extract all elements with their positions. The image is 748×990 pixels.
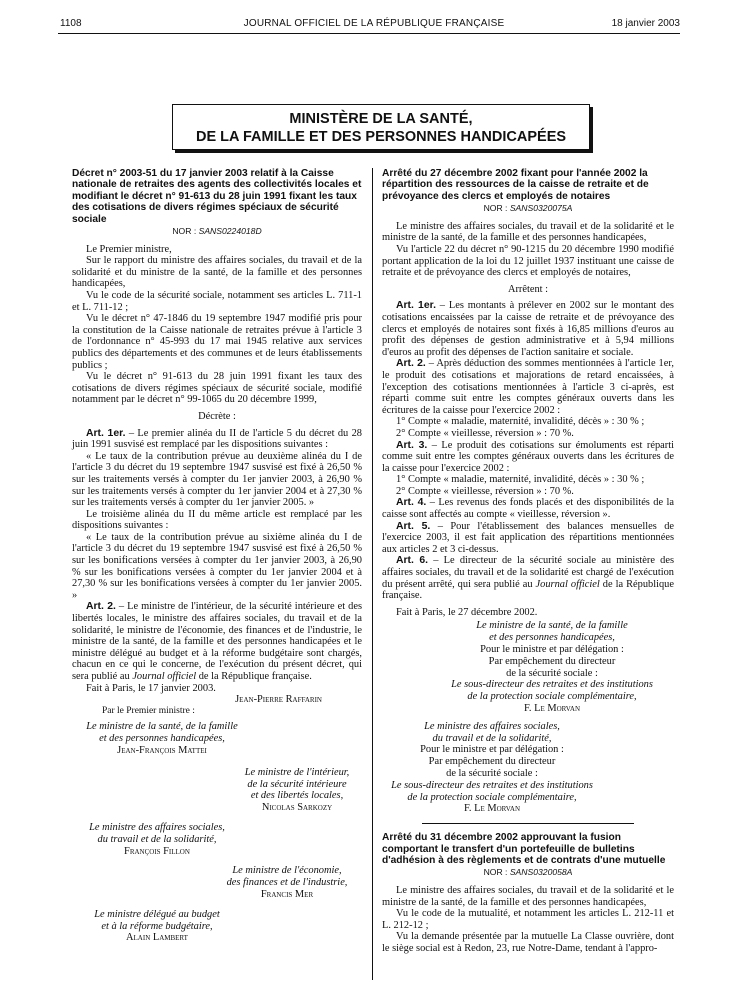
arrete1-arretent: Arrêtent : [507,283,549,295]
decree-art2-end: de la République française. [196,671,312,682]
s2-para-1: Pour le ministre et par délégation : [420,744,564,756]
page-number: 1108 [60,18,82,29]
affaires-title-1: Le ministre des affaires sociales, [89,821,225,833]
arrete1-art4-label: Art. 4. [396,497,427,509]
signature-economie [202,865,372,900]
arrete1-intro: Le ministre des affaires sociales, du travail et de la solidarité et le ministre de la santé, de la famille et des personnes handicapées, [382,220,674,244]
arrete1-art1-text: – Les montants à prélever en 2002 sur le montant des cotisations encaissées par la caisse de retraite et de prévoyance des clercs et employés de notaires sont fixés à 16,85 millions d'euros au profit des dépenses de gestion administrative et à 5,94 millions d'euros au profit des dépenses de l'action sanitaire et sociale. [382,300,674,358]
arrete2-vu-1: Vu le code de la mutualité, et notamment les articles L. 212-11 et L. 212-12 ; [382,908,674,931]
left-column [72,168,362,944]
arrete1-nor [382,203,674,215]
header-rule [58,33,680,34]
interieur-name: Nicolas Sarkozy [261,802,333,814]
sante-title-1: Le ministre de la santé, de la famille [86,721,238,733]
arrete1-art2-label: Art. 2. [396,358,426,370]
decree-intro: Le Premier ministre, [86,243,172,255]
decree-vu-3: Vu le décret n° 91-613 du 28 juin 1991 fixant les taux des cotisations de divers régimes spéciaux de sécurité sociale, modifié notamment par le décret n° 99-1065 du 20 décembre 1999, [72,371,362,406]
interieur-title-1: Le ministre de l'intérieur, [244,766,350,778]
budget-name: Alain Lambert [126,932,188,944]
arrete2-nor-code: SANS0320058A [509,867,573,878]
sante-name: Jean-François Mattei [117,744,207,756]
arrete1-art4-text: – Les revenus des fonds placés et des disponibilités de la caisse sont affectés au compte « vieillesse, réversion ». [382,497,675,521]
column-divider [372,168,373,980]
journal-title: JOURNAL OFFICIEL DE LA RÉPUBLIQUE FRANÇAISE [243,18,505,29]
s1-name: F. Le Morvan [523,702,581,714]
interieur-title-2: de la sécurité intérieure [247,778,347,790]
arrete1-art5-label: Art. 5. [396,520,431,532]
s2-name: F. Le Morvan [463,803,521,815]
s1-title-2: et des personnes handicapées, [489,632,615,644]
budget-title-2: et à la réforme budgétaire, [101,920,213,932]
decree-article-1 [72,428,362,451]
signature-affaires-sociales [72,822,242,857]
arrete1-article-4 [382,497,674,520]
s2-para-2: Par empêchement du directeur [428,756,556,768]
decree-art1-label: Art. 1er. [86,427,126,439]
decree-nor-label: NOR : [172,226,199,237]
budget-title-1: Le ministre délégué au budget [94,908,220,920]
arrete1-article-3 [382,440,674,475]
ministry-heading [172,104,590,150]
decree-art1-text: – Le premier alinéa du II de l'article 5 du décret du 28 juin 1991 susvisé est remplacé par les dispositions suivantes : [72,427,362,451]
arrete1-art6-text: – Le directeur de la sécurité sociale au ministère des affaires sociales, du travail et de la solidarité est chargé de l'exécution du présent arrêté, qui sera publié au [382,555,674,590]
decree-art1-quote-2: « Le taux de la contribution prévue au sixième alinéa du I de l'article 3 du décret du 19 septembre 1947 susvisé est fixé à 26,50 % sur les bonifications versées à compter du 1er janvier 2003, à 26,90 % sur les bonifications versées à compter du 1er janvier 2004 et à 27,30 % sur les bonifications versées à compter du 1er janvier 2005. » [72,531,362,601]
signature-sante [72,721,252,756]
arrete1-vu: Vu l'article 22 du décret n° 90-1215 du 20 décembre 1990 modifié portant application de la loi du 12 juillet 1937 instituant une caisse de retraite et de prévoyance des clercs et employés de notaires, [382,244,674,279]
arrete1-article-6 [382,555,674,601]
arrete1-signature-2 [382,721,602,815]
decree-nor [72,226,362,238]
decree-decrete: Décrète : [198,410,236,422]
section-separator [422,823,634,824]
affaires-title-2: du travail et de la solidarité, [97,833,217,845]
decree-nor-code: SANS0224018D [198,226,262,237]
arrete1-fait: Fait à Paris, le 27 décembre 2002. [396,606,538,618]
arrete1-art6-end: de la République française. [382,578,674,602]
s1-para-3: de la sécurité sociale : [506,667,598,679]
arrete1-art3-label: Art. 3. [396,439,428,451]
economie-name: Francis Mer [260,888,314,900]
interieur-title-3: et des libertés locales, [250,790,344,802]
s2-title-2: du travail et de la solidarité, [432,732,552,744]
ministry-line-2: DE LA FAMILLE ET DES PERSONNES HANDICAPÉES [195,129,567,145]
arrete1-signature-1 [442,620,662,714]
arrete1-art1-label: Art. 1er. [396,300,436,312]
arrete2-nor [382,867,674,879]
decree-vu-1: Vu le code de la sécurité sociale, notamment ses articles L. 711-1 et L. 711-12 ; [72,290,362,313]
decree-art1-para-2: Le troisième alinéa du II du même article est remplacé par les dispositions suivantes : [72,508,362,532]
arrete2-nor-label: NOR : [483,867,510,878]
arrete1-article-1 [382,300,674,358]
s1-title-1: Le ministre de la santé, de la famille [476,620,628,632]
arrete1-art6-label: Art. 6. [396,555,429,567]
s1-para-5: de la protection sociale complémentaire, [467,691,637,703]
right-column [382,168,674,955]
arrete1-art2-compte-1: 1° Compte « maladie, maternité, invalidité, décès » : 30 % ; [396,416,645,428]
decree-rapport: Sur le rapport du ministre des affaires sociales, du travail et de la solidarité et du ministre de la santé, de la famille et des personnes handicapées, [72,255,362,290]
arrete1-art2-compte-2: 2° Compte « vieillesse, réversion » : 70 %. [396,427,574,439]
arrete1-article-5 [382,521,674,556]
arrete1-art6-jo: Journal officiel [535,578,600,590]
decree-art1-quote-1: « Le taux de la contribution prévue au deuxième alinéa du I de l'article 3 du décret du 19 septembre 1947 susvisé est fixé à 26,50 % sur les traitements versés à compter du 1er janvier 2003, à 26,90 % sur les traitements versés à compter du 1er janvier 2004 et à 27,30 % sur les traitements versés à compter du 1er janvier 2005. » [72,450,362,509]
s1-para-4: Le sous-directeur des retraites et des institutions [451,679,653,691]
affaires-name: François Fillon [124,845,190,857]
signature-pm: Jean-Pierre Raffarin [235,694,322,706]
decree-article-2 [72,601,362,682]
economie-title-2: des finances et de l'industrie, [226,877,348,889]
s2-para-5: de la protection sociale complémentaire, [407,791,577,803]
s2-title-1: Le ministre des affaires sociales, [424,720,560,732]
arrete1-article-2 [382,358,674,416]
s1-para-2: Par empêchement du directeur [488,655,616,667]
decree-art2-text: – Le ministre de l'intérieur, de la sécurité intérieure et des libertés locales, le ministre des affaires sociales, du travail et de la solidarité, le ministre de l'économie, des finances et de l'industrie, le ministre de la santé, de la famille et des personnes handicapées et le ministre délégué au budget et à la réforme budgétaire sont chargés, chacun en ce qui le concerne, de l'exécution du présent décret, qui sera publié au [72,601,362,682]
decree-vu-2: Vu le décret n° 47-1846 du 19 septembre 1947 modifié pris pour la constitution de la Caisse nationale de retraites prévue à l'article 3 de l'ordonnance n° 45-993 du 17 mai 1945 relative aux services publics des départements et des communes et de leurs établissements publics ; [72,313,362,371]
s2-para-4: Le sous-directeur des retraites et des institutions [391,779,593,791]
decree-art2-label: Art. 2. [86,601,116,613]
arrete1-art3-text: – Le produit des cotisations sur émoluments est réparti comme suit entre les comptes généraux ouverts dans les écritures de la caisse pour l'exercice 2002 : [382,439,674,474]
sante-title-2: et des personnes handicapées, [99,733,225,745]
publication-date: 18 janvier 2003 [611,18,680,29]
arrete2-title: Arrêté du 31 décembre 2002 approuvant la fusion comportant le transfert d'un portefeuille de bulletins d'adhésion à des règlements et de contrats d'une mutuelle [382,832,666,866]
arrete1-art3-compte-1: 1° Compte « maladie, maternité, invalidité, décès » : 30 % ; [396,474,645,486]
arrete1-art5-text: – Pour l'établissement des balances mensuelles de l'exercice 2003, il est fait application des répartitions mentionnées aux articles 2 et 3 ci-dessus. [382,520,674,555]
economie-title-1: Le ministre de l'économie, [232,865,342,877]
arrete1-art2-text: – Après déduction des sommes mentionnées à l'article 1er, le produit des cotisations et majorations de retard encaissées, à l'exception des cotisations mentionnées à l'article 3 ci-après, est réparti comme suit entre les comptes généraux ouverts dans les écritures de la caisse pour l'exercice 2002 : [382,358,674,416]
signature-interieur [212,767,382,814]
arrete2-intro: Le ministre des affaires sociales, du travail et de la solidarité et le ministre de la santé, de la famille et des personnes handicapées, [382,884,674,908]
arrete1-art3-compte-2: 2° Compte « vieillesse, réversion » : 70 %. [396,485,574,497]
arrete1-title: Arrêté du 27 décembre 2002 fixant pour l'année 2002 la répartition des ressources de la caisse de retraite et de prévoyance des clercs et employés de notaires [382,168,649,202]
arrete1-nor-code: SANS0320075A [509,203,573,214]
decree-title: Décret n° 2003-51 du 17 janvier 2003 relatif à la Caisse nationale de retraites des agents des collectivités locales et modifiant le décret n° 91-613 du 28 juin 1991 fixant les taux des cotisations de divers régimes spéciaux de sécurité sociale [72,168,362,225]
par-premier-ministre: Par le Premier ministre : [102,705,195,716]
s1-para-1: Pour le ministre et par délégation : [480,644,624,655]
decree-fait: Fait à Paris, le 17 janvier 2003. [86,682,216,694]
arrete1-nor-label: NOR : [483,203,510,214]
decree-art2-jo: Journal officiel [132,671,197,682]
arrete2-vu-2: Vu la demande présentée par la mutuelle La Classe ouvrière, dont le siège social est à Redon, 23, rue Notre-Dame, tendant à l'appro- [382,931,674,954]
signature-budget [72,909,242,944]
s2-para-3: de la sécurité sociale : [446,767,538,779]
ministry-line-1: MINISTÈRE DE LA SANTÉ, [289,111,473,127]
